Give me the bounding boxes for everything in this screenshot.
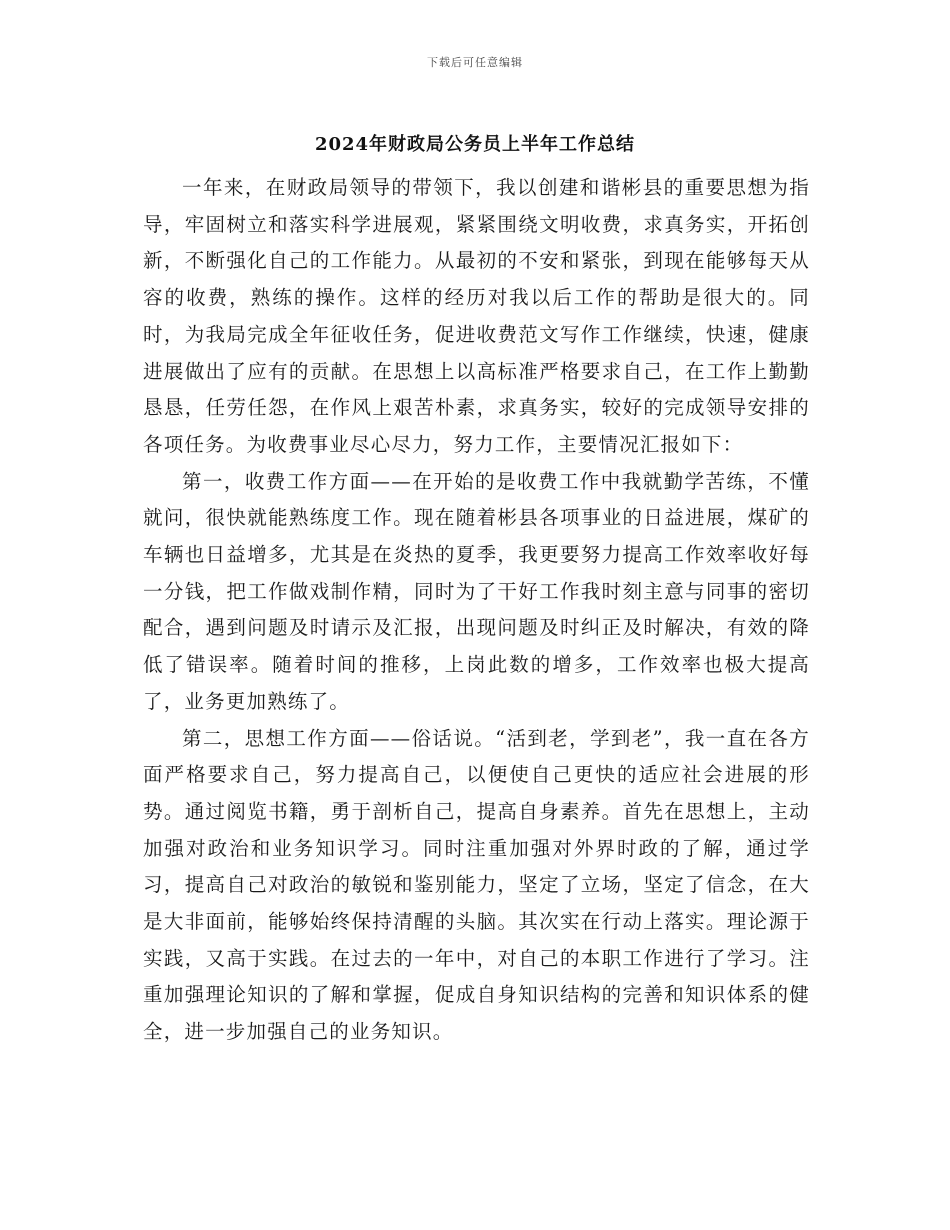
header-note: 下载后可任意编辑 — [427, 56, 523, 69]
paragraph-fee-work: 第一，收费工作方面——在开始的是收费工作中我就勤学苦练，不懂就问，很快就能熟练度工作。现在随着彬县各项事业的日益进展，煤矿的车辆也日益增多，尤其是在炎热的夏季，我更要努力提高工作效率收好每一分钱，把工作做戏制作精，同时为了干好工作我时刻主意与同事的密切配合，遇到问题及时请示及汇报，出现问题及时纠正及时解决，有效的降低了错误率。随着时间的推移，上岗此数的增多，工作效率也极大提高了，业务更加熟练了。 — [143, 469, 810, 713]
document-body — [143, 170, 810, 1051]
paragraph-intro: 一年来，在财政局领导的带领下，我以创建和谐彬县的重要思想为指导，牢固树立和落实科学进展观，紧紧围绕文明收费，求真务实，开拓创新，不断强化自己的工作能力。从最初的不安和紧张，到现在能够每天从容的收费，熟练的操作。这样的经历对我以后工作的帮助是很大的。同时，为我局完成全年征收任务，促进收费范文写作工作继续，快速，健康进展做出了应有的贡献。在思想上以高标准严格要求自己，在工作上勤勤恳恳，任劳任怨，在作风上艰苦朴素，求真务实，较好的完成领导安排的各项任务。为收费事业尽心尽力，努力工作，主要情况汇报如下： — [143, 176, 810, 456]
document-title: 2024年财政局公务员上半年工作总结 — [314, 134, 636, 155]
paragraph-ideological-work: 第二，思想工作方面——俗话说。“活到老，学到老”，我一直在各方面严格要求自己，努力提高自己，以便使自己更快的适应社会进展的形势。通过阅览书籍，勇于剖析自己，提高自身素养。首先在思想上，主动加强对政治和业务知识学习。同时注重加强对外界时政的了解，通过学习，提高自己对政治的敏锐和鉴别能力，坚定了立场，坚定了信念，在大是大非面前，能够始终保持清醒的头脑。其次实在行动上落实。理论源于实践，又高于实践。在过去的一年中，对自己的本职工作进行了学习。注重加强理论知识的了解和掌握，促成自身知识结构的完善和知识体系的健全，进一步加强自己的业务知识。 — [143, 726, 810, 1044]
